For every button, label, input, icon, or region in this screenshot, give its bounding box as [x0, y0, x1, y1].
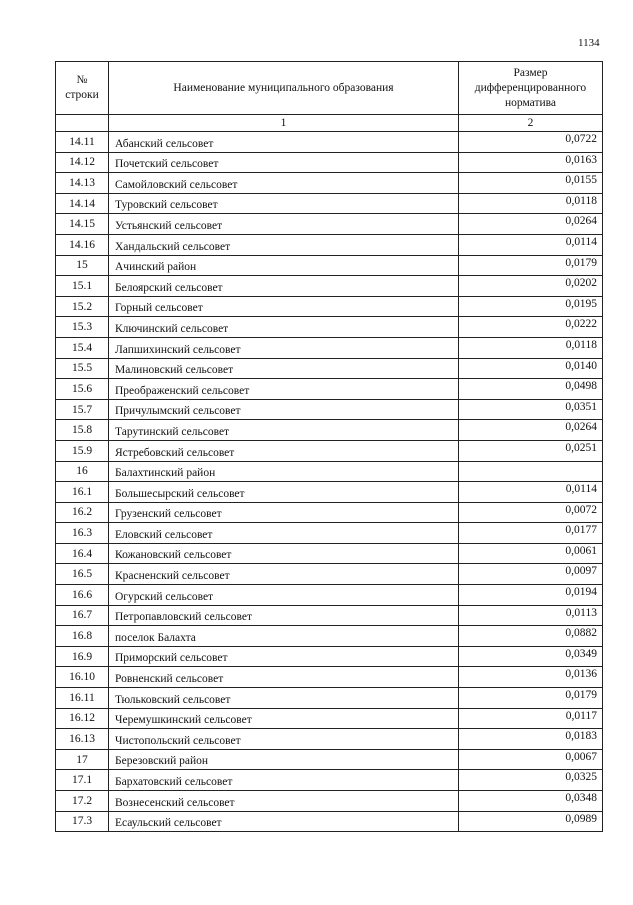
municipality-name-cell: Устьянский сельсовет: [109, 214, 459, 235]
table-row: [56, 255, 603, 276]
table-row: [56, 317, 603, 338]
normative-value-cell: 0,0251: [459, 440, 603, 461]
municipality-name-cell: Березовский район: [109, 749, 459, 770]
table-row: [56, 564, 603, 585]
table-row: [56, 749, 603, 770]
column-index-row: [56, 115, 603, 132]
header-normative-size: Размер дифференцированного норматива: [459, 62, 603, 115]
table-row: [56, 523, 603, 544]
table-row: [56, 688, 603, 709]
normative-value-cell: 0,0351: [459, 399, 603, 420]
row-number-cell: 14.15: [56, 214, 109, 235]
municipality-name-cell: Абанский сельсовет: [109, 132, 459, 153]
column-index-1: 1: [109, 115, 459, 132]
municipality-name-cell: поселок Балахта: [109, 626, 459, 647]
normative-value-cell: 0,0349: [459, 646, 603, 667]
normative-value-cell: 0,0179: [459, 255, 603, 276]
table-row: [56, 791, 603, 812]
table-row: [56, 646, 603, 667]
row-number-cell: 16.13: [56, 729, 109, 750]
municipality-name-cell: Тюльковский сельсовет: [109, 688, 459, 709]
row-number-cell: 15.2: [56, 296, 109, 317]
normative-value-cell: 0,0067: [459, 749, 603, 770]
row-number-cell: 15.8: [56, 420, 109, 441]
municipality-name-cell: Петропавловский сельсовет: [109, 605, 459, 626]
row-number-cell: 17: [56, 749, 109, 770]
normative-value-cell: 0,0140: [459, 358, 603, 379]
row-number-cell: 16.1: [56, 482, 109, 503]
table-row: [56, 729, 603, 750]
municipality-name-cell: Преображенский сельсовет: [109, 379, 459, 400]
municipality-name-cell: Вознесенский сельсовет: [109, 791, 459, 812]
normative-value-cell: 0,0183: [459, 729, 603, 750]
normative-value-cell: 0,0155: [459, 173, 603, 194]
municipality-name-cell: Приморский сельсовет: [109, 646, 459, 667]
row-number-cell: 16.12: [56, 708, 109, 729]
row-number-cell: 16.7: [56, 605, 109, 626]
row-number-cell: 16.10: [56, 667, 109, 688]
table-row: [56, 152, 603, 173]
table-row: [56, 708, 603, 729]
normative-value-cell: 0,0194: [459, 585, 603, 606]
row-number-cell: 15.6: [56, 379, 109, 400]
row-number-cell: 16.6: [56, 585, 109, 606]
normative-value-cell: 0,0072: [459, 502, 603, 523]
normative-value-cell: 0,0061: [459, 543, 603, 564]
municipality-name-cell: Чистопольский сельсовет: [109, 729, 459, 750]
municipality-name-cell: Хандальский сельсовет: [109, 234, 459, 255]
row-number-cell: 16.3: [56, 523, 109, 544]
row-number-cell: 15.9: [56, 440, 109, 461]
normative-value-cell: 0,0136: [459, 667, 603, 688]
normative-value-cell: 0,0097: [459, 564, 603, 585]
table-row: [56, 543, 603, 564]
table-row: [56, 296, 603, 317]
row-number-cell: 16.4: [56, 543, 109, 564]
normative-value-cell: 0,0114: [459, 234, 603, 255]
row-number-cell: 14.11: [56, 132, 109, 153]
municipality-name-cell: Ровненский сельсовет: [109, 667, 459, 688]
row-number-cell: 15.1: [56, 276, 109, 297]
table-row: [56, 811, 603, 832]
municipality-name-cell: Кожановский сельсовет: [109, 543, 459, 564]
municipality-name-cell: Туровский сельсовет: [109, 193, 459, 214]
table-row: [56, 605, 603, 626]
table-row: [56, 132, 603, 153]
table-row: [56, 585, 603, 606]
municipality-name-cell: Есаульский сельсовет: [109, 811, 459, 832]
row-number-cell: 16.11: [56, 688, 109, 709]
header-row-number: № строки: [56, 62, 109, 115]
column-index-2: 2: [459, 115, 603, 132]
normative-value-cell: 0,0222: [459, 317, 603, 338]
normative-value-cell: 0,0264: [459, 214, 603, 235]
normative-value-cell: 0,0202: [459, 276, 603, 297]
table-row: [56, 214, 603, 235]
row-number-cell: 14.16: [56, 234, 109, 255]
row-number-cell: 17.1: [56, 770, 109, 791]
column-index-0: [56, 115, 109, 132]
table-row: [56, 234, 603, 255]
municipality-name-cell: Черемушкинский сельсовет: [109, 708, 459, 729]
table-row: [56, 770, 603, 791]
row-number-cell: 15: [56, 255, 109, 276]
row-number-cell: 15.4: [56, 337, 109, 358]
municipality-name-cell: Самойловский сельсовет: [109, 173, 459, 194]
normative-value-cell: 0,0989: [459, 811, 603, 832]
row-number-cell: 16.5: [56, 564, 109, 585]
row-number-cell: 14.12: [56, 152, 109, 173]
normative-value-cell: 0,0195: [459, 296, 603, 317]
normative-value-cell: 0,0179: [459, 688, 603, 709]
normative-value-cell: 0,0264: [459, 420, 603, 441]
municipality-name-cell: Красненский сельсовет: [109, 564, 459, 585]
table-row: [56, 276, 603, 297]
row-number-cell: 14.13: [56, 173, 109, 194]
municipality-name-cell: Малиновский сельсовет: [109, 358, 459, 379]
municipality-name-cell: Белоярский сельсовет: [109, 276, 459, 297]
table-row: [56, 358, 603, 379]
normative-value-cell: 0,0113: [459, 605, 603, 626]
normative-value-cell: 0,0163: [459, 152, 603, 173]
municipality-name-cell: Горный сельсовет: [109, 296, 459, 317]
row-number-cell: 16.9: [56, 646, 109, 667]
normative-value-cell: 0,0498: [459, 379, 603, 400]
table-row: [56, 379, 603, 400]
table-row: [56, 461, 603, 482]
normative-value-cell: 0,0114: [459, 482, 603, 503]
normative-value-cell: 0,0348: [459, 791, 603, 812]
row-number-cell: 17.2: [56, 791, 109, 812]
municipality-name-cell: Почетский сельсовет: [109, 152, 459, 173]
municipality-name-cell: Большесырский сельсовет: [109, 482, 459, 503]
row-number-cell: 16.8: [56, 626, 109, 647]
municipality-name-cell: Ачинский район: [109, 255, 459, 276]
table-row: [56, 482, 603, 503]
row-number-cell: 17.3: [56, 811, 109, 832]
normative-value-cell: 0,0177: [459, 523, 603, 544]
normative-value-cell: 0,0118: [459, 337, 603, 358]
normative-value-cell: 0,0118: [459, 193, 603, 214]
table-row: [56, 420, 603, 441]
municipality-name-cell: Ястребовский сельсовет: [109, 440, 459, 461]
municipality-name-cell: Грузенский сельсовет: [109, 502, 459, 523]
normative-value-cell: 0,0117: [459, 708, 603, 729]
municipality-name-cell: Причулымский сельсовет: [109, 399, 459, 420]
normative-value-cell: 0,0722: [459, 132, 603, 153]
table-row: [56, 667, 603, 688]
row-number-cell: 15.5: [56, 358, 109, 379]
municipality-name-cell: Огурский сельсовет: [109, 585, 459, 606]
municipality-name-cell: Еловский сельсовет: [109, 523, 459, 544]
municipality-name-cell: Бархатовский сельсовет: [109, 770, 459, 791]
table-row: [56, 193, 603, 214]
normative-value-cell: 0,0325: [459, 770, 603, 791]
row-number-cell: 16: [56, 461, 109, 482]
municipality-name-cell: Ключинский сельсовет: [109, 317, 459, 338]
page-number: 1134: [578, 37, 600, 49]
normative-value-cell: 0,0882: [459, 626, 603, 647]
row-number-cell: 16.2: [56, 502, 109, 523]
normative-value-cell: [459, 461, 603, 482]
table-row: [56, 502, 603, 523]
table-row: [56, 626, 603, 647]
row-number-cell: 15.7: [56, 399, 109, 420]
row-number-cell: 14.14: [56, 193, 109, 214]
table-row: [56, 173, 603, 194]
header-municipality-name: Наименование муниципального образования: [109, 62, 459, 115]
table-header-row: [56, 62, 603, 115]
municipality-name-cell: Тарутинский сельсовет: [109, 420, 459, 441]
table-row: [56, 337, 603, 358]
row-number-cell: 15.3: [56, 317, 109, 338]
municipality-name-cell: Лапшихинский сельсовет: [109, 337, 459, 358]
table-row: [56, 440, 603, 461]
table-row: [56, 399, 603, 420]
normative-table: [55, 61, 603, 832]
municipality-name-cell: Балахтинский район: [109, 461, 459, 482]
